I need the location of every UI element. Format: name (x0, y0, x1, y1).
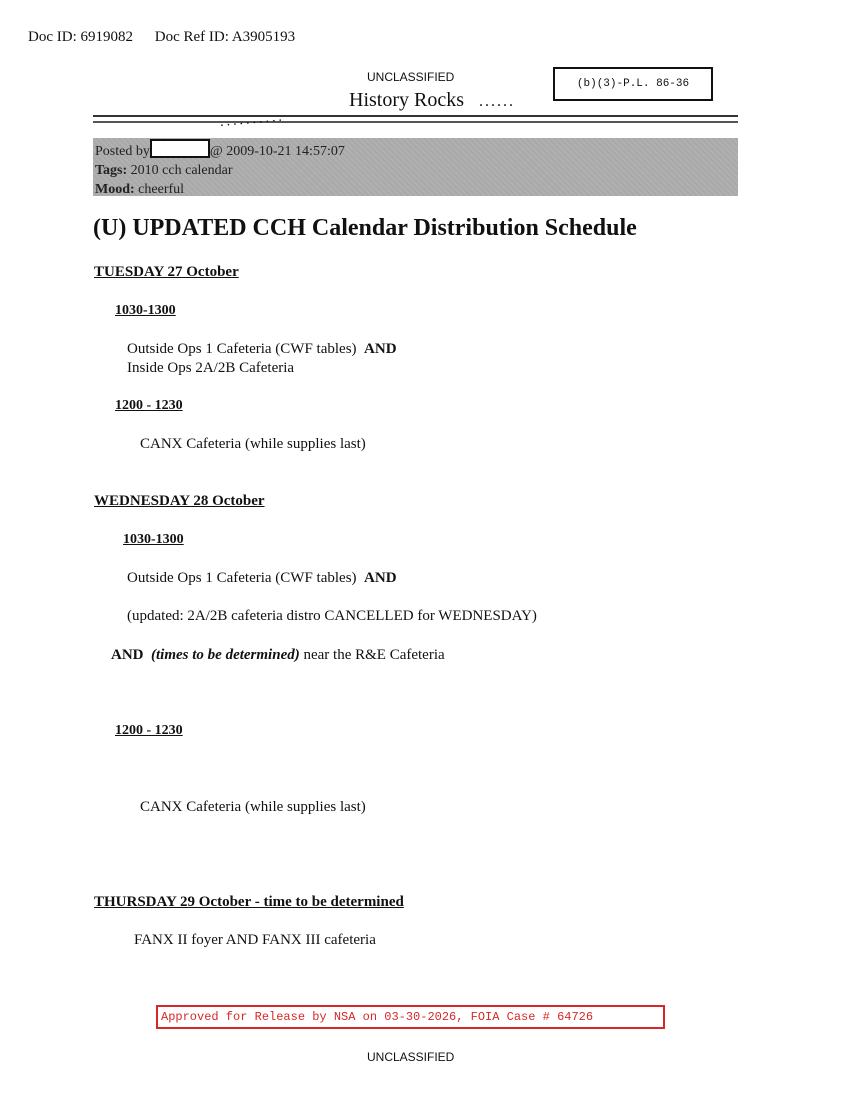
doc-id: Doc ID: 6919082 (28, 29, 133, 45)
wednesday-and: AND (364, 570, 397, 586)
wednesday-tbd-and: AND (111, 647, 144, 663)
doc-id-line (28, 29, 313, 46)
posted-by-label: Posted by (95, 144, 150, 159)
release-stamp: Approved for Release by NSA on 03-30-2026, FOIA Case # 64726 (156, 1005, 665, 1029)
tuesday-heading: TUESDAY 27 October (94, 264, 239, 280)
thursday-heading: THURSDAY 29 October - time to be determined (94, 894, 404, 910)
tuesday-slot1-time: 1030-1300 (115, 303, 176, 318)
classification-bottom: UNCLASSIFIED (367, 1050, 455, 1064)
tags-label: Tags: (95, 163, 128, 178)
wednesday-tbd-rest: near the R&E Cafeteria (299, 647, 445, 663)
doc-ref-id: Doc Ref ID: A3905193 (154, 29, 296, 45)
tuesday-slot1-line2: Inside Ops 2A/2B Cafeteria (127, 360, 295, 376)
redacted-author (150, 139, 210, 158)
tuesday-slot2-time: 1200 - 1230 (115, 398, 183, 413)
tuesday-and: AND (364, 341, 397, 357)
exemption-box: (b)(3)-P.L. 86-36 (553, 67, 713, 101)
tuesday-slot2-line: CANX Cafeteria (while supplies last) (140, 436, 366, 452)
classification-top: UNCLASSIFIED (367, 70, 455, 84)
redaction-leader-dots: ...... (479, 93, 515, 110)
wednesday-update-note: (updated: 2A/2B cafeteria distro CANCELLED for WEDNESDAY) (127, 608, 537, 624)
wednesday-slot1-text: Outside Ops 1 Cafeteria (CWF tables) (127, 570, 357, 586)
header-rule (93, 115, 738, 123)
mood-value: cheerful (134, 182, 185, 197)
post-timestamp: @ 2009-10-21 14:57:07 (209, 144, 345, 159)
redaction-leader-dots-2: .......... (219, 109, 286, 130)
thursday-line: FANX II foyer AND FANX III cafeteria (134, 932, 376, 948)
mood-line (95, 180, 738, 199)
posted-by-line (95, 139, 738, 161)
wednesday-slot2-line: CANX Cafeteria (while supplies last) (140, 799, 366, 815)
tags-value: 2010 cch calendar (127, 163, 233, 178)
wednesday-slot1-line1 (127, 570, 397, 587)
tuesday-slot1-line1 (127, 341, 397, 358)
post-meta (93, 138, 738, 196)
blog-title: History Rocks (349, 89, 464, 111)
wednesday-slot2-time: 1200 - 1230 (115, 723, 183, 738)
wednesday-tbd-italic: (times to be determined) (151, 647, 300, 663)
tuesday-slot1-text: Outside Ops 1 Cafeteria (CWF tables) (127, 341, 357, 357)
wednesday-heading: WEDNESDAY 28 October (94, 493, 265, 509)
wednesday-slot1-time: 1030-1300 (123, 532, 184, 547)
tags-line (95, 161, 738, 180)
mood-label: Mood: (95, 182, 135, 197)
page-title: (U) UPDATED CCH Calendar Distribution Schedule (93, 215, 637, 241)
wednesday-tbd-line (111, 647, 445, 664)
